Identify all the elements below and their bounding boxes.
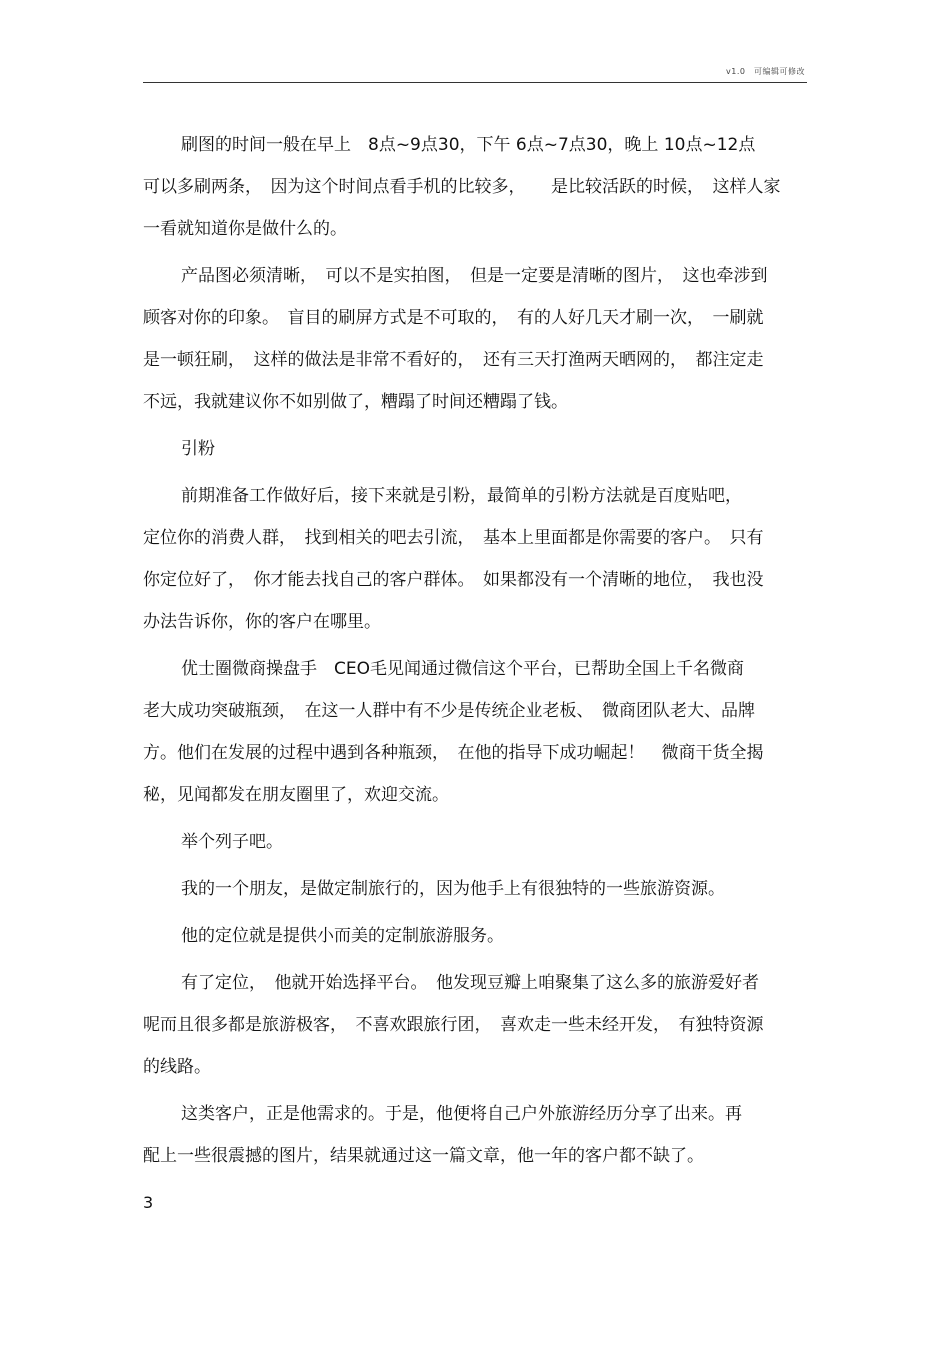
paragraph <box>143 821 807 863</box>
text-line: 定位你的消费人群， 找到相关的吧去引流， 基本上里面都是你需要的客户。 只有 <box>143 528 764 548</box>
text-line: 不远，我就建议你不如别做了，糟蹋了时间还糟蹋了钱。 <box>143 392 568 412</box>
page-number: 3 <box>143 1193 154 1212</box>
text-line: 的线路。 <box>143 1057 211 1077</box>
text-line: 前期准备工作做好后，接下来就是引粉，最简单的引粉方法就是百度贴吧， <box>181 486 742 506</box>
text-line: 是一顿狂刷， 这样的做法是非常不看好的， 还有三天打渔两天晒网的， 都注定走 <box>143 350 764 370</box>
text-line: 你定位好了， 你才能去找自己的客户群体。 如果都没有一个清晰的地位， 我也没 <box>143 570 764 590</box>
text-line: 优士圈微商操盘手 CEO毛见闻通过微信这个平台，已帮助全国上千名微商 <box>181 659 744 679</box>
document-body <box>143 124 807 1182</box>
paragraph <box>143 255 807 423</box>
paragraph <box>143 915 807 957</box>
text-line: 老大成功突破瓶颈， 在这一人群中有不少是传统企业老板、 微商团队老大、品牌 <box>143 701 755 721</box>
text-line: 秘，见闻都发在朋友圈里了，欢迎交流。 <box>143 785 449 805</box>
text-line: 举个列子吧。 <box>181 832 283 852</box>
text-line: 一看就知道你是做什么的。 <box>143 219 347 239</box>
paragraph <box>143 868 807 910</box>
paragraph <box>143 648 807 816</box>
paragraph <box>143 1093 807 1177</box>
text-line: 引粉 <box>181 439 215 459</box>
paragraph <box>143 124 807 250</box>
text-line: 刷图的时间一般在早上 8点~9点30，下午 6点~7点30，晚上 10点~12点 <box>181 135 756 155</box>
text-line: 他的定位就是提供小而美的定制旅游服务。 <box>181 926 504 946</box>
paragraph <box>143 428 807 470</box>
text-line: 我的一个朋友，是做定制旅行的，因为他手上有很独特的一些旅游资源。 <box>181 879 725 899</box>
text-line: 办法告诉你，你的客户在哪里。 <box>143 612 381 632</box>
text-line: 产品图必须清晰， 可以不是实拍图， 但是一定要是清晰的图片， 这也牵涉到 <box>181 266 768 286</box>
text-line: 配上一些很震撼的图片，结果就通过这一篇文章，他一年的客户都不缺了。 <box>143 1146 704 1166</box>
text-line: 有了定位， 他就开始选择平台。 他发现豆瓣上咱聚集了这么多的旅游爱好者 <box>181 973 759 993</box>
header-rule <box>143 82 807 83</box>
text-line: 可以多刷两条， 因为这个时间点看手机的比较多， 是比较活跃的时候， 这样人家 <box>143 177 781 197</box>
text-line: 方。他们在发展的过程中遇到各种瓶颈， 在他的指导下成功崛起！ 微商干货全揭 <box>143 743 764 763</box>
paragraph <box>143 475 807 643</box>
text-line: 这类客户，正是他需求的。于是，他便将自己户外旅游经历分享了出来。再 <box>181 1104 742 1124</box>
header-version: v1.0 可编辑可修改 <box>726 67 805 76</box>
text-line: 顾客对你的印象。 盲目的刷屏方式是不可取的， 有的人好几天才刷一次， 一刷就 <box>143 308 764 328</box>
paragraph <box>143 962 807 1088</box>
text-line: 呢而且很多都是旅游极客， 不喜欢跟旅行团， 喜欢走一些未经开发， 有独特资源 <box>143 1015 764 1035</box>
